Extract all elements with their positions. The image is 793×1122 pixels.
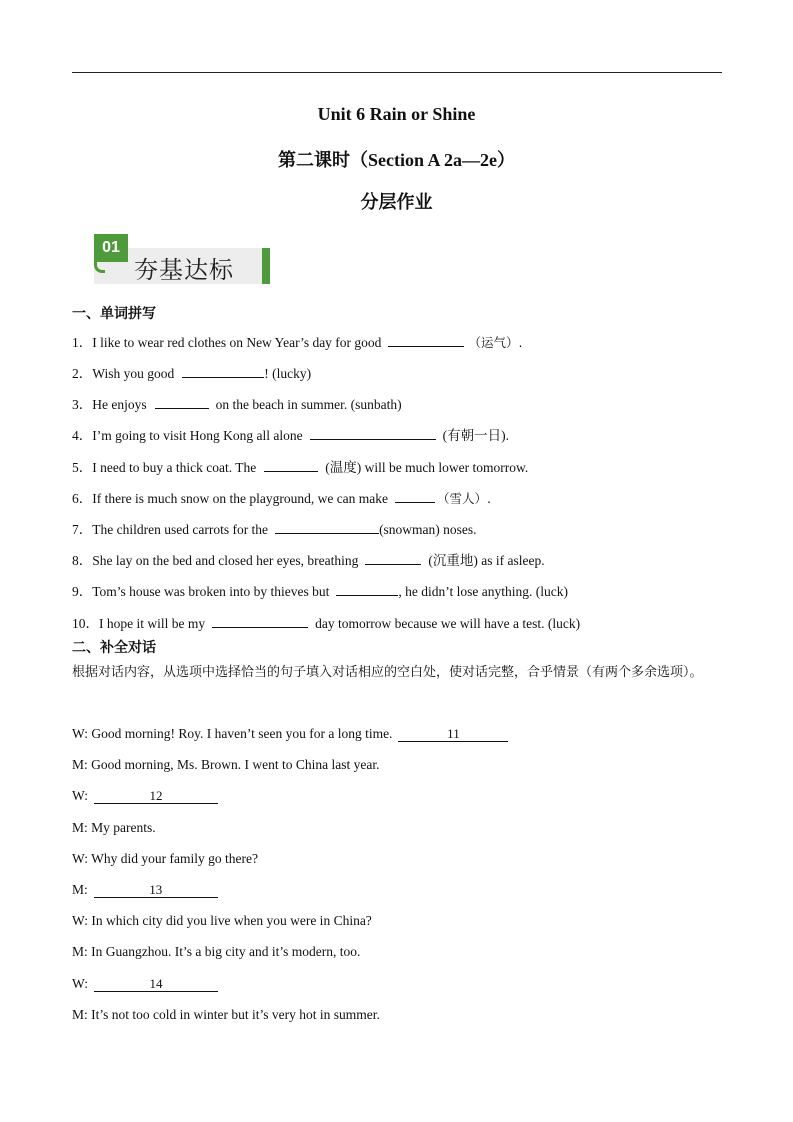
question-7 [72,518,477,538]
dialogue-text: M: It’s not too cold in winter but it’s very hot in summer. [72,1007,380,1022]
answer-blank[interactable] [388,334,464,347]
dialogue-line-7 [72,913,372,929]
question-5 [72,456,528,476]
answer-blank[interactable] [365,552,421,565]
question-text: 1．I like to wear red clothes on New Year’s day for good [72,335,382,350]
doc-subtitle-2: 分层作业 [360,192,433,212]
question-hint: ! (lucky) [264,366,312,381]
answer-blank[interactable] [395,490,435,503]
section1-heading: 一、单词拼写 [72,306,156,322]
question-text: 7．The children used carrots for the [72,522,269,537]
dialogue-line-9 [72,976,218,992]
section2-instructions: 根据对话内容，从选项中选择恰当的句子填入对话相应的空白处，使对话完整，合乎情景（有两个多余选项）。 [72,665,703,680]
question-text: 3．He enjoys [72,397,147,412]
question-text: 5．I need to buy a thick coat. The [72,460,257,475]
question-9 [72,580,568,600]
dialogue-blank-13[interactable]: 13 [94,883,218,898]
dialogue-text: W: Good morning! Roy. I haven’t seen you for a long time. [72,726,393,741]
question-text: 10．I hope it will be my [72,616,206,631]
question-hint: （雪人）. [437,491,492,506]
question-1 [72,331,522,351]
question-10 [72,612,580,632]
question-text: 6．If there is much snow on the playground, we can make [72,491,389,506]
dialogue-text: W: [72,788,88,803]
answer-blank[interactable] [275,521,379,534]
question-6 [72,487,491,507]
dialogue-line-4 [72,820,156,836]
dialogue-blank-12[interactable]: 12 [94,789,218,804]
question-text: 8．She lay on the bed and closed her eyes, breathing [72,553,359,568]
answer-blank[interactable] [155,396,209,409]
top-rule [72,72,722,73]
badge-label: 夯基达标 [134,256,234,284]
dialogue-text: W: In which city did you live when you were in China? [72,913,372,928]
question-hint: day tomorrow because we will have a test. (luck) [315,616,581,631]
answer-blank[interactable] [310,427,436,440]
dialogue-blank-14[interactable]: 14 [94,977,218,992]
question-hint: (沉重地) as if asleep. [428,553,545,568]
question-text: 2．Wish you good [72,366,175,381]
question-text: 9．Tom’s house was broken into by thieves but [72,584,330,599]
question-hint: on the beach in summer. (sunbath) [215,397,402,412]
dialogue-text: W: [72,976,88,991]
answer-blank[interactable] [182,365,264,378]
dialogue-line-5 [72,851,258,867]
dialogue-text: M: Good morning, Ms. Brown. I went to China last year. [72,757,380,772]
badge-number: 01 [94,234,128,262]
question-text: 4．I’m going to visit Hong Kong all alone [72,428,303,443]
section2-heading: 二、补全对话 [72,640,156,656]
dialogue-line-6 [72,882,218,898]
answer-blank[interactable] [212,615,308,628]
answer-blank[interactable] [336,583,398,596]
question-3 [72,393,402,413]
doc-title: Unit 6 Rain or Shine [317,104,476,124]
question-hint: (温度) will be much lower tomorrow. [325,460,529,475]
section-badge [84,232,270,286]
question-hint: （运气）. [468,335,523,350]
dialogue-line-3 [72,788,218,804]
question-hint: , he didn’t lose anything. (luck) [398,584,568,599]
question-hint: (有朝一日). [442,428,509,443]
question-8 [72,549,545,569]
dialogue-text: M: In Guangzhou. It’s a big city and it’s modern, too. [72,944,361,959]
dialogue-text: W: Why did your family go there? [72,851,258,866]
dialogue-line-1 [72,726,508,742]
dialogue-line-2 [72,757,379,773]
question-2 [72,362,311,382]
badge-bar [262,248,270,284]
dialogue-text: M: [72,882,88,897]
dialogue-blank-11[interactable]: 11 [398,727,508,742]
doc-subtitle: 第二课时（Section A 2a—2e） [278,150,515,170]
dialogue-line-8 [72,944,360,960]
dialogue-text: M: My parents. [72,820,156,835]
question-hint: (snowman) noses. [379,522,477,537]
answer-blank[interactable] [264,459,318,472]
dialogue-line-10 [72,1007,380,1023]
question-4 [72,424,509,444]
